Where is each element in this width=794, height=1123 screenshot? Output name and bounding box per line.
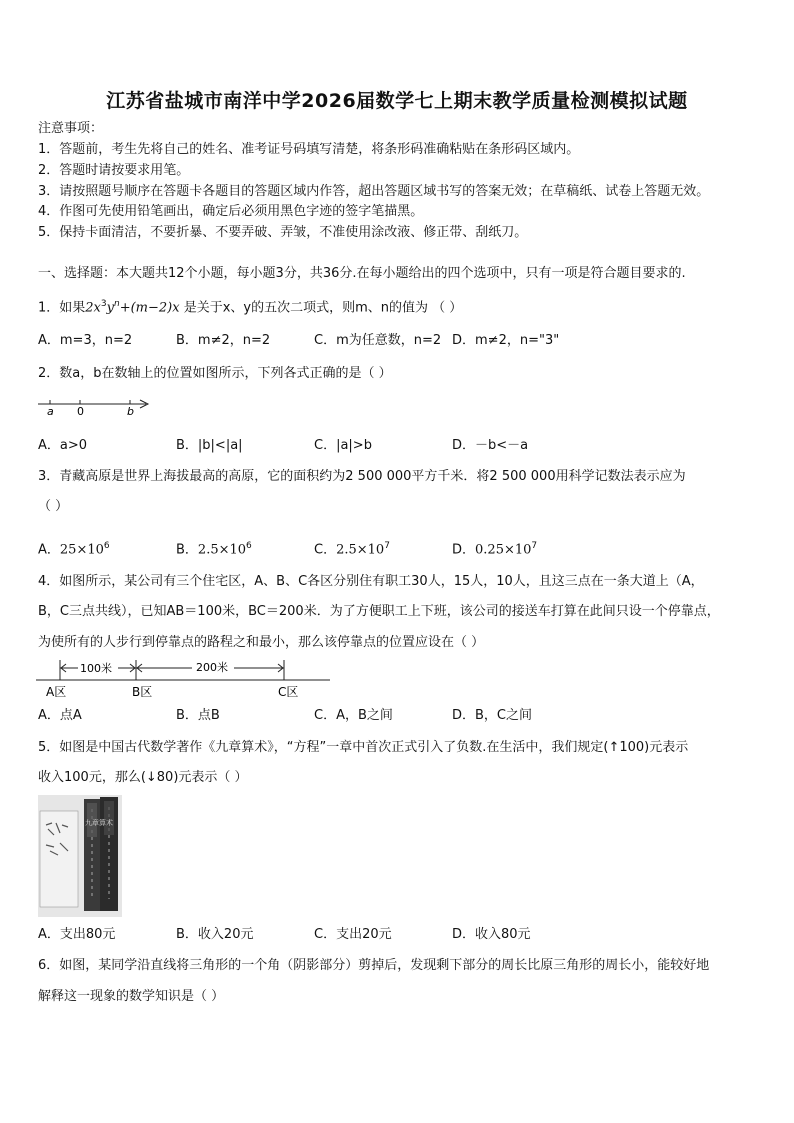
q4-road-diagram	[36, 656, 332, 702]
q4-option-a: A．点A	[38, 708, 82, 723]
q4-zone-c: C区	[278, 685, 299, 699]
axis-label-b: b	[127, 405, 134, 418]
notes-item-5: 5．保持卡面清洁，不要折暴、不要弄破、弄皱，不准使用涂改液、修正带、刮纸刀。	[38, 225, 528, 240]
q1-formula-c: +(m−2)x	[119, 300, 180, 316]
notes-heading: 注意事项：	[38, 121, 104, 136]
q3-option-a	[38, 538, 110, 558]
book-image	[38, 795, 122, 917]
q4-zone-a: A区	[46, 685, 67, 699]
q2-option-c: C．|a|>b	[314, 438, 372, 453]
q3-option-d-letter: D．	[452, 542, 476, 558]
notes-item-1: 1．答题前，考生先将自己的姓名、准考证号码填写清楚，将条形码准确粘贴在条形码区域内。	[38, 142, 580, 157]
q3-option-c-base: 2.5×10	[336, 542, 385, 558]
q3-option-a-letter: A．	[38, 542, 60, 558]
page-title: 江苏省盐城市南洋中学2026届数学七上期末教学质量检测模拟试题	[106, 90, 688, 112]
q6-line-1: 6．如图，某同学沿直线将三角形的一个角（阴影部分）剪掉后，发现剩下部分的周长比原三角形的周长小，能较好地	[38, 958, 710, 973]
q5-line-2: 收入100元，那么(↓80)元表示（ ）	[38, 770, 248, 785]
q3-option-d-exp: 7	[531, 541, 538, 551]
q4-dist-ab: 100米	[80, 662, 112, 675]
q3-option-d	[452, 538, 537, 558]
notes-item-3: 3．请按照题号顺序在答题卡各题目的答题区域内作答，超出答题区域书写的答案无效；在草稿纸、试卷上答题无效。	[38, 184, 710, 199]
notes-item-2: 2．答题时请按要求用笔。	[38, 163, 190, 178]
axis-label-a: a	[47, 405, 54, 418]
q2-option-a: A．a>0	[38, 438, 88, 453]
q5-option-d: D．收入80元	[452, 927, 531, 942]
q3-option-b	[176, 538, 252, 558]
q2-option-d: D．－b<－a	[452, 438, 529, 453]
q4-zone-b: B区	[132, 685, 153, 699]
q5-option-c: C．支出20元	[314, 927, 392, 942]
q3-option-a-exp: 6	[103, 541, 110, 551]
q1-formula-b: y	[106, 300, 114, 316]
q4-dist-bc: 200米	[196, 661, 228, 674]
axis-label-0: 0	[77, 405, 84, 418]
notes-item-4: 4．作图可先使用铅笔画出，确定后必须用黑色字迹的签字笔描黑。	[38, 204, 424, 219]
q4-line-3: 为使所有的人步行到停靠点的路程之和最小，那么该停靠点的位置应设在（ ）	[38, 635, 485, 650]
q3-option-d-base: 0.25×10	[475, 542, 532, 558]
book-spine-text: 九章算术	[85, 819, 113, 827]
q4-line-2: B，C三点共线），已知AB＝100米，BC＝200米．为了方便职工上下班，该公司的接送车打算在此间只设一个停靠点，	[38, 604, 720, 619]
q2-stem: 2．数a，b在数轴上的位置如图所示，下列各式正确的是（ ）	[38, 366, 392, 381]
q3-option-c	[314, 538, 390, 558]
q1-pre: 1．如果	[38, 300, 86, 316]
q3-option-a-base: 25×10	[59, 542, 104, 558]
q3-option-b-base: 2.5×10	[197, 542, 247, 558]
q4-line-1: 4．如图所示，某公司有三个住宅区，A、B、C各区分别住有职工30人，15人，10人，且这三点在一条大道上（A，	[38, 574, 704, 589]
q1-exp-3: 3	[100, 299, 107, 309]
q3-option-c-letter: C．	[314, 542, 337, 558]
q6-line-2: 解释这一现象的数学知识是（ ）	[38, 989, 225, 1004]
q1-formula-a: 2x	[85, 300, 101, 316]
q5-option-a: A．支出80元	[38, 927, 116, 942]
q2-number-line	[36, 394, 156, 418]
q2-option-b: B．|b|<|a|	[176, 438, 243, 453]
q3-stem: 3．青藏高原是世界上海拔最高的高原，它的面积约为2 500 000平方千米．将2 500 000用科学记数法表示应为	[38, 469, 686, 484]
q3-option-c-exp: 7	[384, 541, 390, 551]
section-heading: 一、选择题：本大题共12个小题，每小题3分，共36分.在每小题给出的四个选项中，只有一项是符合题目要求的.	[38, 266, 686, 281]
q5-option-b: B．收入20元	[176, 927, 254, 942]
q1-option-c: C．m为任意数，n=2	[314, 333, 442, 348]
q1-exp-n: n	[113, 299, 120, 309]
q1-post: 是关于x、y的五次二项式，则m、n的值为 （ ）	[183, 300, 463, 316]
q1-option-a: A．m=3，n=2	[38, 333, 133, 348]
q1-option-b: B．m≠2，n=2	[176, 333, 271, 348]
q3-option-b-exp: 6	[246, 541, 252, 551]
q4-option-b: B．点B	[176, 708, 220, 723]
q4-option-d: D．B，C之间	[452, 708, 533, 723]
q4-option-c: C．A，B之间	[314, 708, 393, 723]
q5-line-1: 5．如图是中国古代数学著作《九章算术》，“方程”一章中首次正式引入了负数.在生活中，我们规定(↑100)元表示	[38, 740, 689, 755]
q1-stem	[38, 296, 462, 316]
q1-option-d: D．m≠2，n="3"	[452, 333, 560, 348]
q3-option-b-letter: B．	[176, 542, 198, 558]
q3-paren: （ ）	[38, 499, 69, 514]
